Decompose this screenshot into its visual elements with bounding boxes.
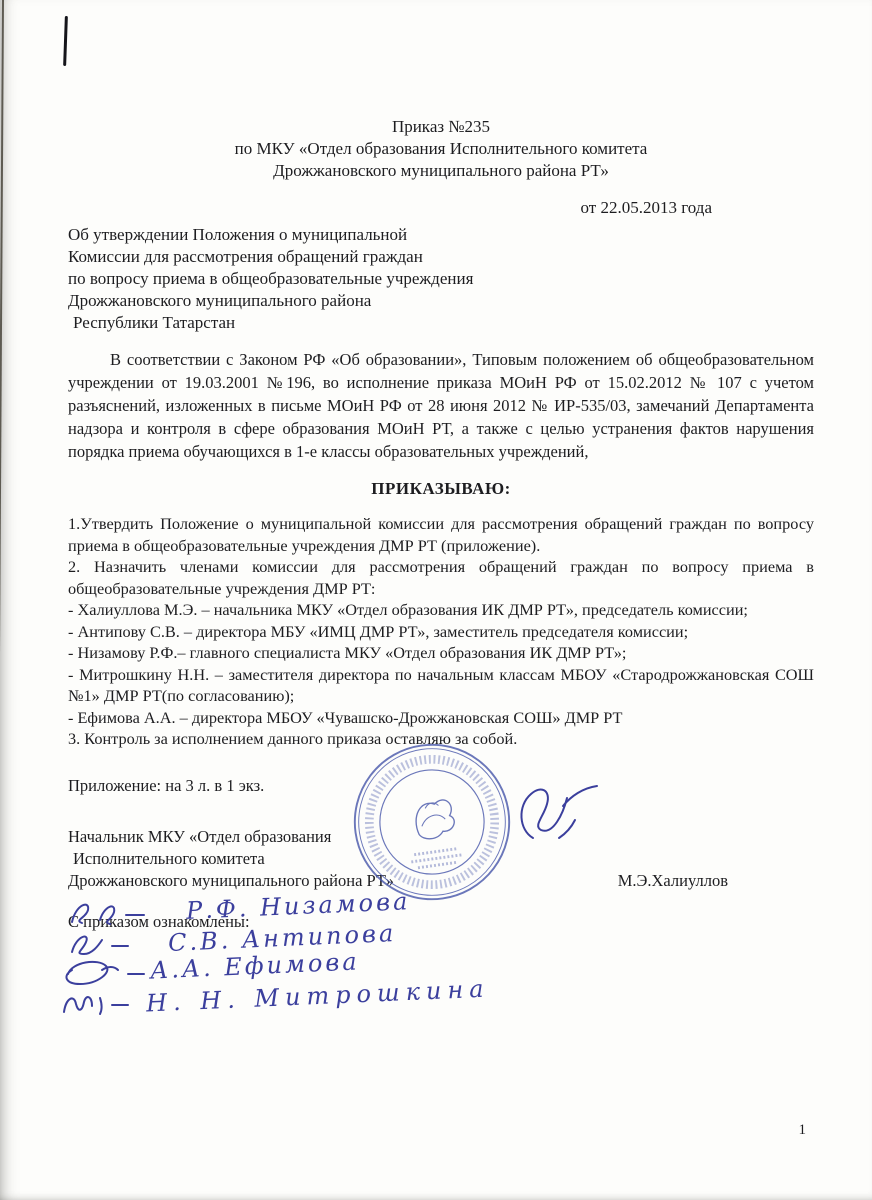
order-items: [68, 513, 814, 750]
order-item: - Антипову С.В. – директора МБУ «ИМЦ ДМР РТ», заместитель председателя комиссии;: [68, 621, 689, 641]
signature-scrawl: [66, 896, 186, 930]
order-item: 2. Назначить членами комиссии для рассмотрения обращений граждан по вопросу приема в общеобразовательные учреждения ДМР РТ:: [68, 557, 814, 598]
signatory-line: Начальник МКУ «Отдел образования: [68, 826, 332, 846]
order-item: 1.Утвердить Положение о муниципальной комиссии для рассмотрения обращений граждан по вопросу приема в общеобразовательные учреждения ДМР РТ (приложение).: [68, 514, 814, 555]
document-title: [68, 116, 814, 182]
subject-line: Дрожжановского муниципального района: [68, 291, 372, 310]
subject-line: по вопросу приема в общеобразовательные учреждения: [68, 269, 474, 288]
signatory-line: Исполнительного комитета: [73, 848, 265, 868]
order-item: 3. Контроль за исполнением данного приказа оставляю за собой.: [68, 729, 518, 748]
subject-line: Комиссии для рассмотрения обращений граждан: [68, 247, 423, 266]
attachment-note: Приложение: на 3 л. в 1 экз.: [68, 775, 265, 795]
official-stamp-icon: [339, 729, 524, 914]
handwritten-name: С.В. Антипова: [167, 919, 397, 957]
document-date: от 22.05.2013 года: [580, 198, 712, 217]
handwritten-name: Р.Ф. Низамова: [185, 887, 411, 925]
chief-signature-scrawl: [505, 772, 605, 858]
title-line-1: Приказ №235: [391, 117, 491, 136]
signatory-line: Дрожжановского муниципального района РТ»: [68, 870, 394, 890]
title-line-2: по МКУ «Отдел образования Исполнительного комитета: [234, 139, 648, 158]
subject-line: Республики Татарстан: [73, 313, 236, 332]
subject-block: [68, 224, 814, 334]
handwritten-name: Н. Н. Митрошкина: [145, 974, 491, 1018]
handwritten-name: А.А. Ефимова: [149, 947, 361, 985]
acknowledgement-label: С приказом ознакомлены:: [68, 911, 250, 931]
order-item: - Низамову Р.Ф.– главного специалиста МКУ «Отдел образования ИК ДМР РТ»;: [68, 643, 627, 662]
title-line-3: Дрожжановского муниципального района РТ»: [273, 161, 609, 180]
order-item: - Ефимова А.А. – директора МБОУ «Чувашско-Дрожжановская СОШ» ДМР РТ: [68, 707, 623, 727]
subject-line: Об утверждении Положения о муниципальной: [68, 225, 408, 244]
page-number: 1: [798, 1122, 806, 1138]
signatory-position: [68, 826, 394, 892]
order-heading: ПРИКАЗЫВАЮ:: [371, 479, 511, 498]
preamble-paragraph: В соответствии с Законом РФ «Об образовании», Типовым положением об общеобразовательном учреждении от 19.03.2001 №196, во исполнение приказа МОиН РФ от 15.02.2012 № 107 с учетом разъяснений, изложенных в письме МОиН РФ от 28 июня 2012 № ИР-535/03, замечаний Департамента надзора и контроля в сфере образования МОиН РТ, а также с целью устранения фактов нарушения порядка приема обучающихся в 1-е классы образовательных учреждений,: [68, 350, 814, 461]
order-item: - Митрошкину Н.Н. – заместителя директора по начальным классам МБОУ «Стародрожжановская СОШ №1» ДМР РТ(по согласованию);: [68, 664, 814, 705]
order-item: - Халиуллова М.Э. – начальника МКУ «Отдел образования ИК ДМР РТ», председатель комиссии;: [68, 600, 748, 619]
acknowledgement-signatures: [58, 887, 658, 1052]
signatory-name: М.Э.Халиуллов: [617, 870, 728, 890]
